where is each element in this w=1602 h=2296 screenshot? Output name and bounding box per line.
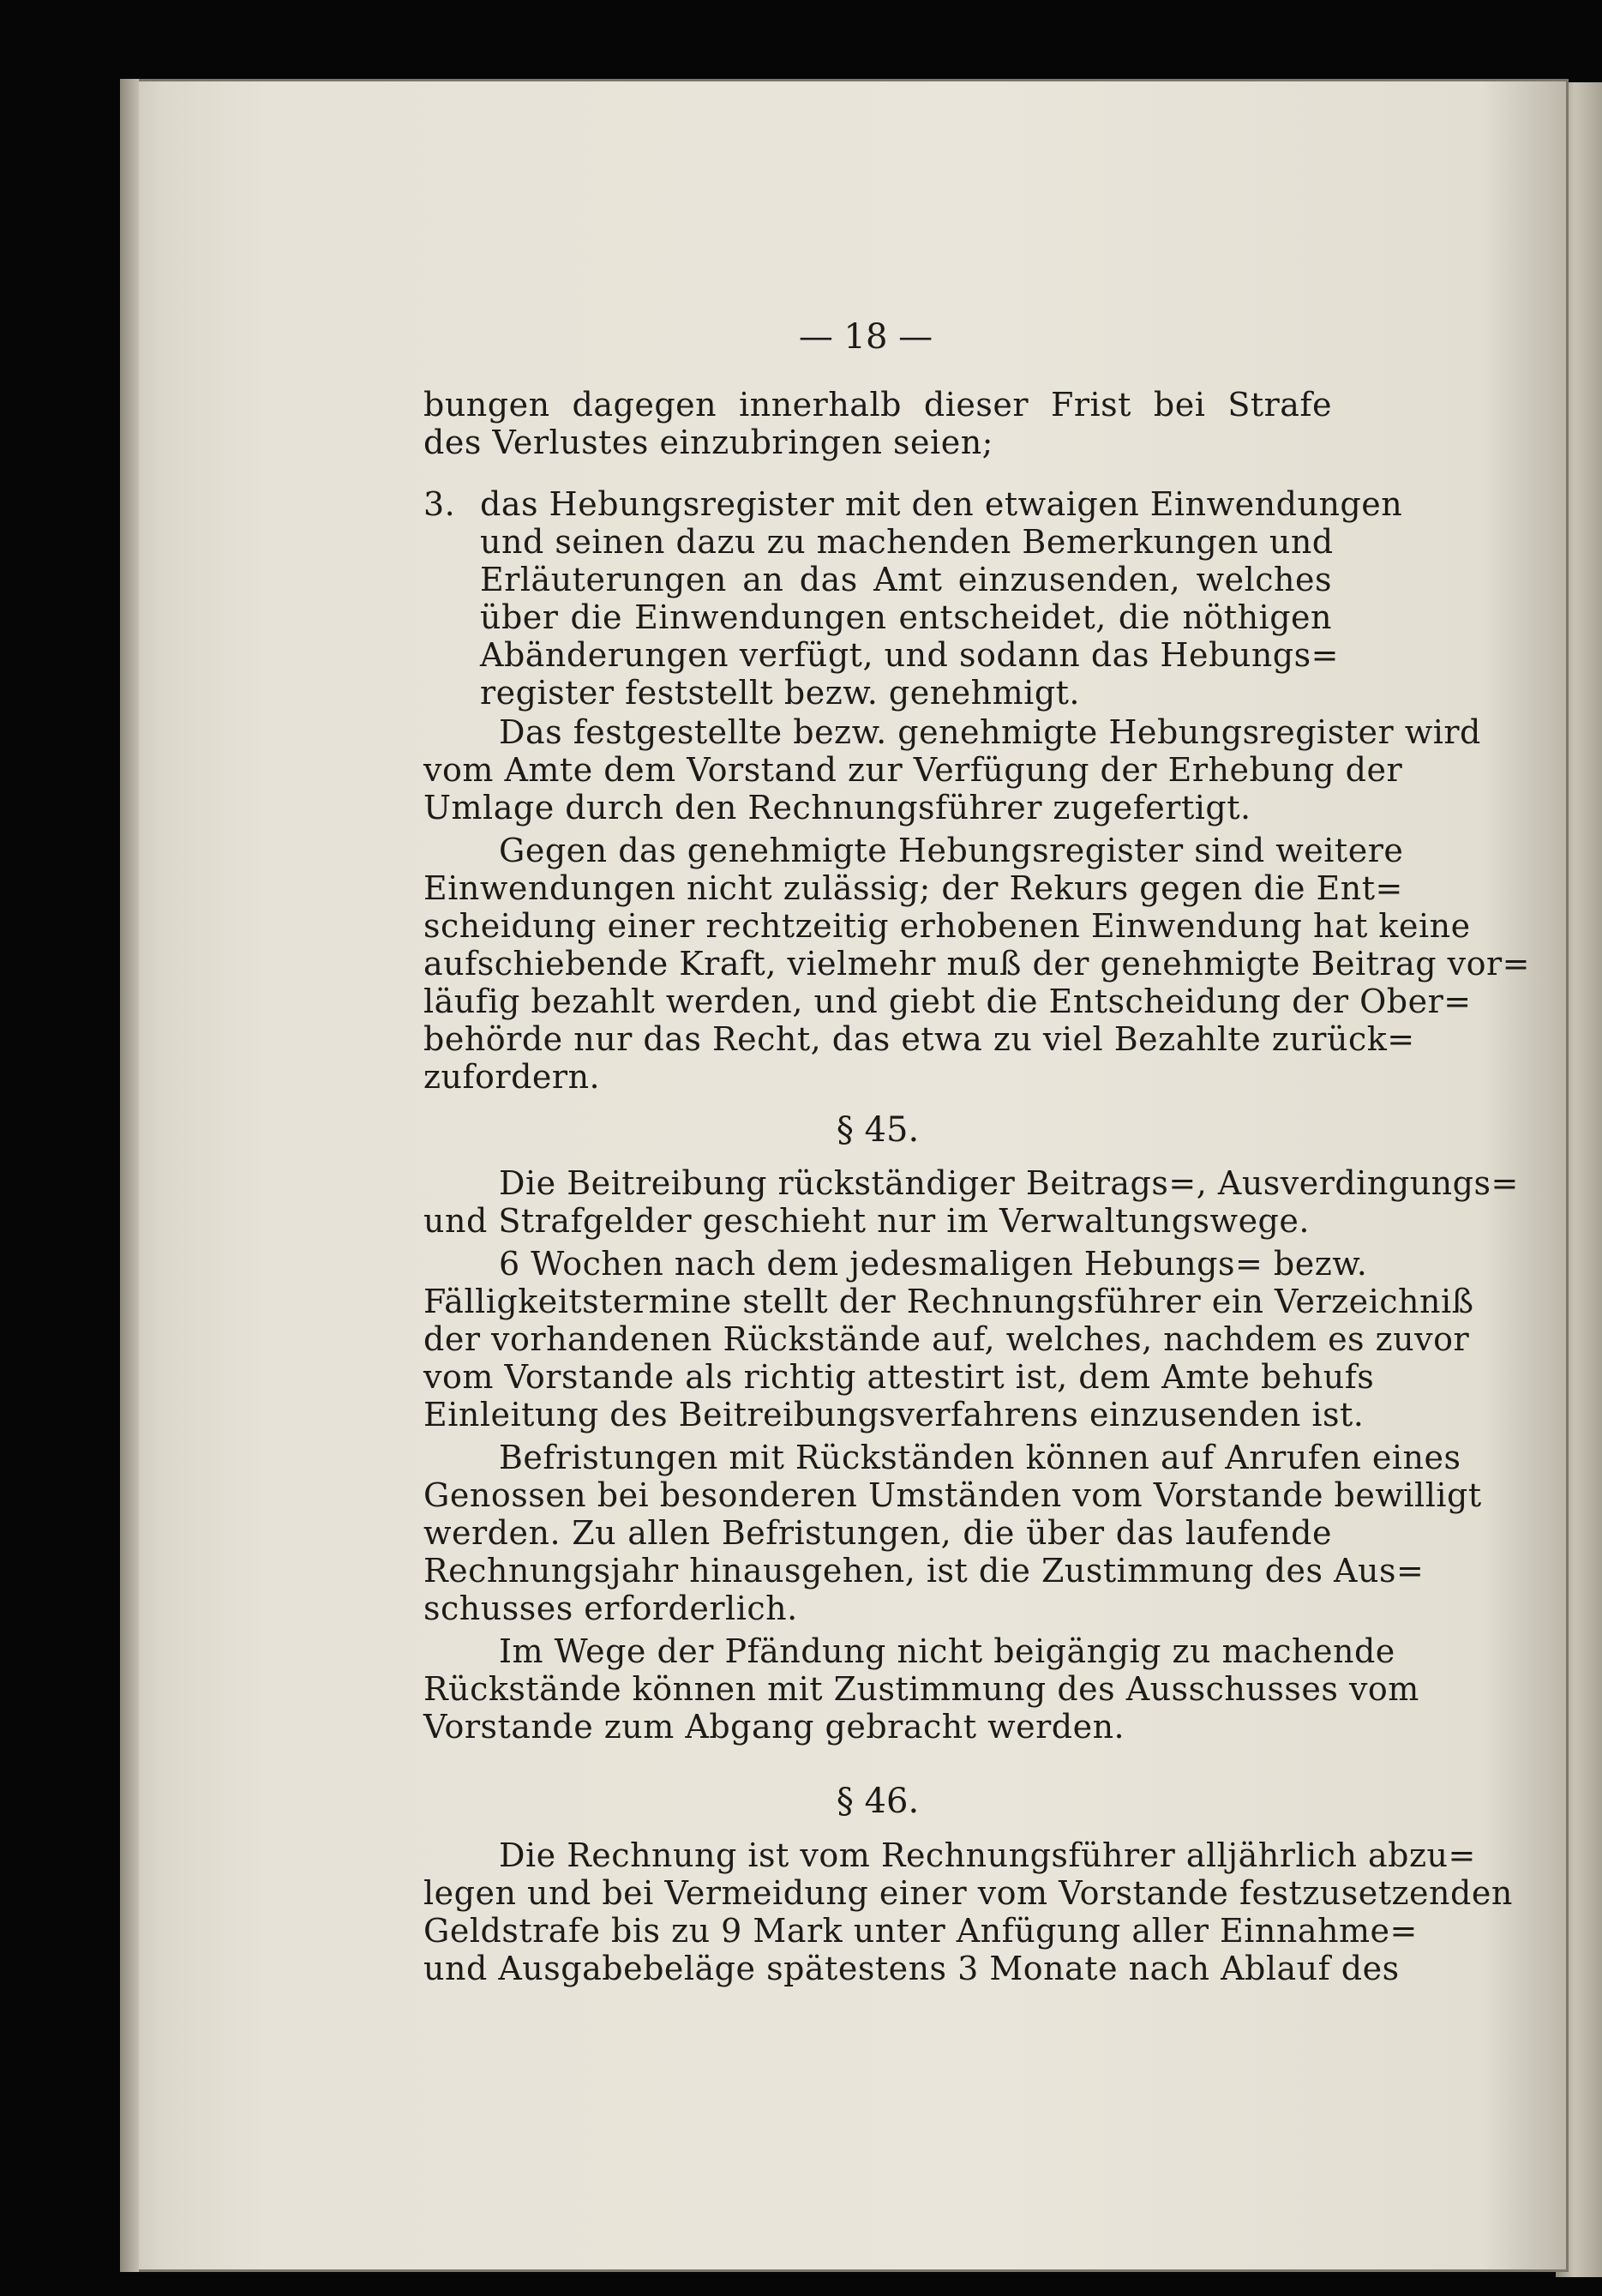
text-line: legen und bei Vermeidung einer vom Vorstande festzusetzenden [423,1874,1513,1912]
text-line: der vorhandenen Rückstände auf, welches, nachdem es zuvor [423,1320,1470,1358]
text-line: 6 Wochen nach dem jedesmaligen Hebungs= bezw. [499,1245,1368,1283]
section-heading-46: § 46. [836,1782,920,1821]
text-line: Einwendungen nicht zulässig; der Rekurs gegen die Ent= [423,869,1403,907]
text-line: Umlage durch den Rechnungsführer zugefertigt. [423,789,1251,826]
paragraph-hebungsregister [423,713,1481,826]
text-line: des Verlustes einzubringen seien; [423,424,993,461]
text-line: Die Beitreibung rückständiger Beitrags=, Ausverdingungs= [499,1164,1519,1202]
list-number: 3. [423,485,456,523]
text-line: Die Rechnung ist vom Rechnungsführer alljährlich abzu= [499,1836,1476,1874]
page-binding-shadow [120,79,139,2272]
continuation-paragraph [423,386,1332,461]
text-line: läufig bezahlt werden, und giebt die Entscheidung der Ober= [423,983,1472,1020]
text-line: behörde nur das Recht, das etwa zu viel Bezahlte zurück= [423,1020,1415,1058]
text-line: Rechnungsjahr hinausgehen, ist die Zustimmung des Aus= [423,1552,1425,1590]
text-line: Geldstrafe bis zu 9 Mark unter Anfügung aller Einnahme= [423,1912,1418,1950]
text-line: Abänderungen verfügt, und sodann das Hebungs= [480,636,1339,674]
text-line: bungen dagegen innerhalb dieser Frist bei Strafe [423,386,1332,424]
text-line: und Strafgelder geschieht nur im Verwaltungswege. [423,1202,1310,1240]
text-line: über die Einwendungen entscheidet, die nöthigen [480,598,1332,636]
list-item-3 [423,485,1403,712]
page-number: — 18 — [798,317,933,357]
text-line: Im Wege der Pfändung nicht beigängig zu machende [499,1632,1395,1670]
text-line: vom Amte dem Vorstand zur Verfügung der Erhebung der [423,751,1403,789]
text-line: Fälligkeitstermine stellt der Rechnungsführer ein Verzeichniß [423,1283,1474,1320]
text-line: Das festgestellte bezw. genehmigte Hebungsregister wird [499,713,1481,751]
section-45-paragraph-4 [423,1632,1419,1746]
section-heading-45: § 45. [836,1110,920,1150]
section-46-paragraph-1 [423,1836,1513,1987]
text-line: Genossen bei besonderen Umständen vom Vorstande bewilligt [423,1476,1482,1514]
text-line: Erläuterungen an das Amt einzusenden, welches [480,561,1332,598]
text-line: zufordern. [423,1058,601,1096]
section-45-paragraph-3 [423,1439,1482,1627]
text-line: scheidung einer rechtzeitig erhobenen Einwendung hat keine [423,907,1471,945]
text-line: und Ausgabebeläge spätestens 3 Monate nach Ablauf des [423,1950,1400,1987]
text-line: und seinen dazu zu machenden Bemerkungen und [480,523,1334,561]
text-line: Rückstände können mit Zustimmung des Ausschusses vom [423,1670,1419,1708]
text-line: das Hebungsregister mit den etwaigen Einwendungen [480,485,1403,523]
paragraph-einwendungen [423,832,1531,1096]
section-45-paragraph-1 [423,1164,1519,1240]
text-line: schusses erforderlich. [423,1590,798,1627]
text-line: Einleitung des Beitreibungsverfahrens einzusenden ist. [423,1396,1365,1433]
text-line: register feststellt bezw. genehmigt. [480,674,1080,712]
text-line: werden. Zu allen Befristungen, die über das laufende [423,1514,1332,1552]
text-line: vom Vorstande als richtig attestirt ist, dem Amte behufs [423,1358,1375,1396]
text-line: aufschiebende Kraft, vielmehr muß der genehmigte Beitrag vor= [423,945,1531,983]
section-45-paragraph-2 [423,1245,1474,1433]
text-line: Vorstande zum Abgang gebracht werden. [423,1708,1125,1746]
text-line: Gegen das genehmigte Hebungsregister sind weitere [499,832,1404,869]
text-line: Befristungen mit Rückständen können auf Anrufen eines [499,1439,1461,1476]
